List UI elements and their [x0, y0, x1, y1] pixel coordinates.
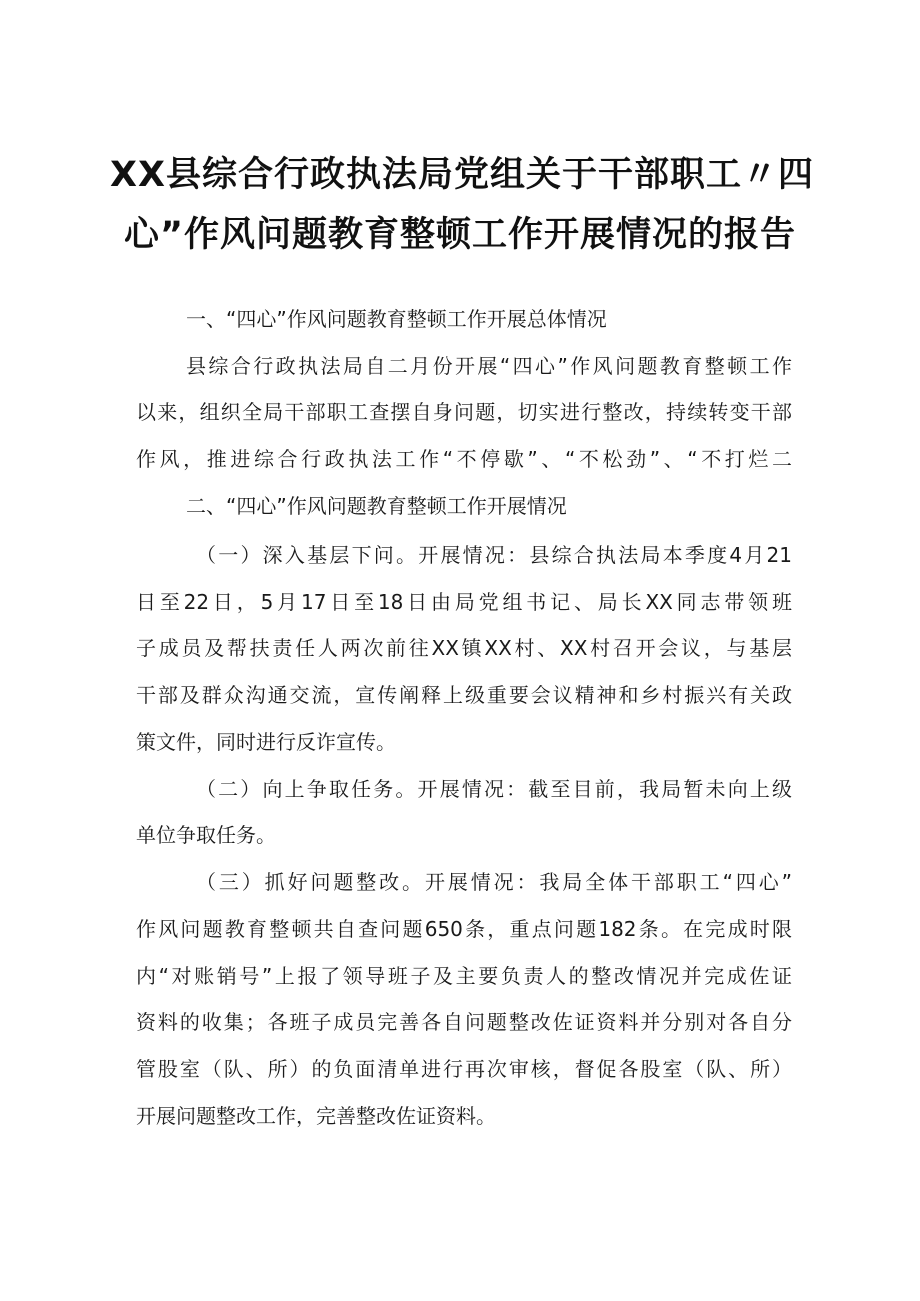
section-2-heading: 二、“四心”作风问题教育整顿工作开展情况	[186, 494, 567, 518]
section-1-heading: 一、“四心”作风问题教育整顿工作开展总体情况	[186, 307, 607, 331]
item-1-line: 子成员及帮扶责任人两次前往XX镇XX村、XX村召开会议，与基层	[136, 636, 792, 660]
item-1-line: （一）深入基层下问。开展情况：县综合执法局本季度4月21	[196, 543, 792, 567]
document-title-line-1: XX县综合行政执法局党组关于干部职工〃四	[110, 155, 814, 195]
section-1-paragraph-line: 以来，组织全局干部职工查摆自身问题，切实进行整改，持续转变干部	[136, 400, 792, 424]
item-3-line: 内“对账销号”上报了领导班子及主要负责人的整改情况并完成佐证	[136, 964, 792, 988]
item-2-line: （二）向上争取任务。开展情况：截至目前，我局暂未向上级	[196, 777, 792, 801]
item-3-line: 作风问题教育整顿共自查问题650条，重点问题182条。在完成时限	[136, 917, 792, 941]
section-1-paragraph-line: 县综合行政执法局自二月份开展“四心”作风问题教育整顿工作	[186, 354, 792, 378]
item-3-line: 管股室（队、所）的负面清单进行再次审核，督促各股室（队、所）	[136, 1057, 792, 1081]
document-title-line-2: 心”作风问题教育整顿工作开展情况的报告	[123, 215, 796, 255]
item-3-line: 开展问题整改工作，完善整改佐证资料。	[136, 1104, 496, 1128]
item-1-line: 策文件，同时进行反诈宣传。	[136, 730, 396, 754]
item-3-line: 资料的收集；各班子成员完善各自问题整改佐证资料并分别对各自分	[136, 1010, 792, 1034]
item-3-line: （三）抓好问题整改。开展情况：我局全体干部职工“四心”	[196, 870, 792, 894]
item-1-line: 日至22日，5月17日至18日由局党组书记、局长XX同志带领班	[136, 590, 792, 614]
item-1-line: 干部及群众沟通交流，宣传阐释上级重要会议精神和乡村振兴有关政	[136, 683, 792, 707]
item-2-line: 单位争取任务。	[136, 823, 276, 847]
section-1-paragraph-line: 作风，推进综合行政执法工作“不停歇”、“不松劲”、“不打烂二	[136, 447, 792, 471]
